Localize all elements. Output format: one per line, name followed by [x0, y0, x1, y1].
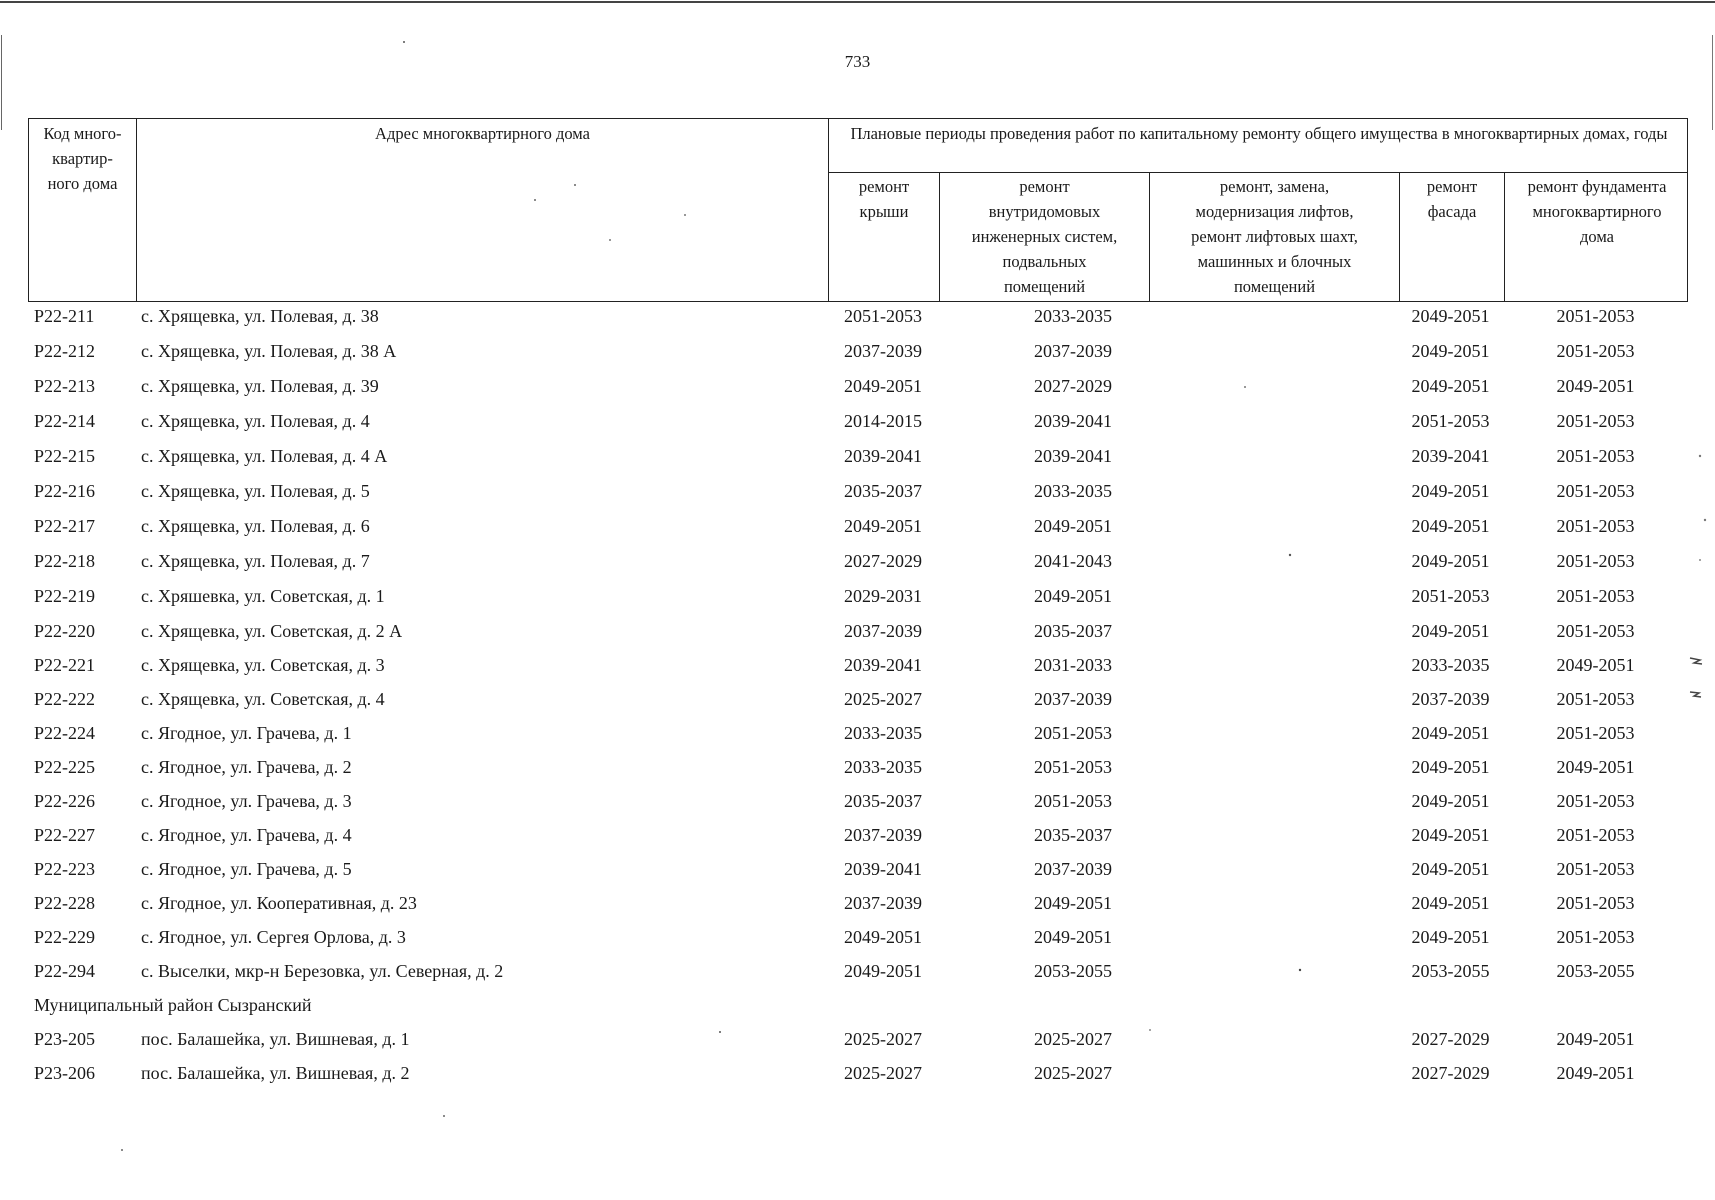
row-facade: 2039-2041 — [1411, 446, 1490, 466]
row-foundation: 2051-2053 — [1556, 446, 1635, 466]
row-code: Р22-212 — [34, 341, 96, 361]
table-row — [28, 685, 1688, 719]
row-code: Р22-217 — [34, 516, 96, 536]
row-engineering: 2039-2041 — [1034, 411, 1112, 431]
row-facade: 2049-2051 — [1411, 621, 1490, 641]
row-foundation: 2049-2051 — [1556, 1029, 1635, 1049]
page-left-rule — [1, 35, 2, 130]
header-lifts: ремонт, замена, модернизация лифтов, ремонт лифтовых шахт, машинных и блочных помещений — [1191, 177, 1358, 296]
row-roof: 2049-2051 — [844, 927, 922, 947]
row-address: пос. Балашейка, ул. Вишневая, д. 2 — [141, 1063, 410, 1083]
row-address: с. Хрящевка, ул. Полевая, д. 7 — [141, 551, 370, 571]
row-engineering: 2051-2053 — [1034, 723, 1112, 743]
table-row — [28, 651, 1688, 685]
row-engineering: 2051-2053 — [1034, 791, 1112, 811]
row-roof: 2051-2053 — [844, 306, 922, 326]
row-code: Р22-221 — [34, 655, 96, 675]
row-address: с. Выселки, мкр-н Березовка, ул. Северная, д. 2 — [141, 961, 504, 981]
row-code: Р23-206 — [34, 1063, 96, 1083]
row-engineering: 2037-2039 — [1034, 689, 1112, 709]
row-roof: 2049-2051 — [844, 961, 922, 981]
row-facade: 2049-2051 — [1411, 551, 1490, 571]
row-facade: 2051-2053 — [1411, 411, 1490, 431]
row-code: Р22-215 — [34, 446, 96, 466]
row-roof: 2025-2027 — [844, 1029, 922, 1049]
row-facade: 2049-2051 — [1411, 376, 1490, 396]
table-row — [28, 957, 1688, 991]
row-roof: 2049-2051 — [844, 376, 922, 396]
table-row — [28, 923, 1688, 957]
table-row — [28, 889, 1688, 923]
page-top-rule — [0, 1, 1715, 3]
row-roof: 2039-2041 — [844, 655, 922, 675]
row-roof: 2014-2015 — [844, 411, 922, 431]
header-engineering: ремонт внутридомовых инженерных систем, подвальных помещений — [971, 177, 1118, 296]
table-row — [28, 442, 1688, 476]
row-engineering: 2051-2053 — [1034, 757, 1112, 777]
row-foundation: 2051-2053 — [1556, 893, 1635, 913]
table-row — [28, 617, 1688, 651]
row-facade: 2049-2051 — [1411, 757, 1490, 777]
row-engineering: 2049-2051 — [1034, 893, 1112, 913]
row-code: Р22-211 — [34, 306, 95, 326]
row-code: Р22-294 — [34, 961, 96, 981]
row-roof: 2025-2027 — [844, 689, 922, 709]
row-roof: 2033-2035 — [844, 757, 922, 777]
table-row — [28, 821, 1688, 855]
row-foundation: 2051-2053 — [1556, 586, 1635, 606]
row-code: Р22-227 — [34, 825, 96, 845]
row-address: с. Хряшевка, ул. Советская, д. 1 — [141, 586, 385, 606]
header-address: Адрес многоквартирного дома — [375, 124, 590, 143]
row-foundation: 2051-2053 — [1556, 723, 1635, 743]
section-title: Муниципальный район Сызранский — [34, 995, 312, 1015]
table-row — [28, 1025, 1688, 1059]
row-code: Р22-216 — [34, 481, 96, 501]
page-right-rule — [1712, 35, 1713, 130]
row-foundation: 2051-2053 — [1556, 341, 1635, 361]
row-facade: 2049-2051 — [1411, 723, 1490, 743]
row-facade: 2049-2051 — [1411, 516, 1490, 536]
row-facade: 2033-2035 — [1411, 655, 1490, 675]
row-roof: 2027-2029 — [844, 551, 922, 571]
row-facade: 2049-2051 — [1411, 306, 1490, 326]
row-facade: 2049-2051 — [1411, 341, 1490, 361]
row-address: с. Хрящевка, ул. Полевая, д. 4 — [141, 411, 370, 431]
row-address: с. Хрящевка, ул. Полевая, д. 39 — [141, 376, 379, 396]
header-periods: Плановые периоды проведения работ по капитальному ремонту общего имущества в многоквартирных домах, годы — [850, 124, 1668, 143]
row-engineering: 2031-2033 — [1034, 655, 1112, 675]
row-code: Р22-226 — [34, 791, 96, 811]
table-row — [28, 582, 1688, 616]
row-address: с. Хрящевка, ул. Советская, д. 4 — [141, 689, 385, 709]
row-facade: 2049-2051 — [1411, 927, 1490, 947]
row-address: с. Ягодное, ул. Грачева, д. 2 — [141, 757, 352, 777]
row-address: с. Хрящевка, ул. Полевая, д. 5 — [141, 481, 370, 501]
row-engineering: 2025-2027 — [1034, 1029, 1112, 1049]
row-foundation: 2049-2051 — [1556, 1063, 1635, 1083]
page-number: 733 — [844, 52, 871, 71]
row-roof: 2037-2039 — [844, 825, 922, 845]
row-engineering: 2025-2027 — [1034, 1063, 1112, 1083]
row-facade: 2027-2029 — [1411, 1029, 1490, 1049]
row-engineering: 2037-2039 — [1034, 859, 1112, 879]
row-foundation: 2049-2051 — [1556, 376, 1635, 396]
row-code: Р22-220 — [34, 621, 96, 641]
row-address: с. Ягодное, ул. Грачева, д. 4 — [141, 825, 352, 845]
row-foundation: 2051-2053 — [1556, 551, 1635, 571]
row-roof: 2025-2027 — [844, 1063, 922, 1083]
row-foundation: 2051-2053 — [1556, 411, 1635, 431]
row-facade: 2027-2029 — [1411, 1063, 1490, 1083]
header-divider — [136, 119, 137, 301]
row-code: Р22-225 — [34, 757, 96, 777]
row-roof: 2037-2039 — [844, 621, 922, 641]
row-roof: 2037-2039 — [844, 893, 922, 913]
row-facade: 2051-2053 — [1411, 586, 1490, 606]
row-engineering: 2049-2051 — [1034, 927, 1112, 947]
header-divider — [828, 172, 1687, 173]
row-foundation: 2051-2053 — [1556, 825, 1635, 845]
row-address: с. Ягодное, ул. Грачева, д. 3 — [141, 791, 352, 811]
table-row — [28, 1059, 1688, 1093]
row-address: с. Хрящевка, ул. Полевая, д. 38 — [141, 306, 379, 326]
row-foundation: 2049-2051 — [1556, 757, 1635, 777]
row-address: с. Ягодное, ул. Грачева, д. 1 — [141, 723, 352, 743]
row-engineering: 2035-2037 — [1034, 621, 1112, 641]
row-facade: 2049-2051 — [1411, 481, 1490, 501]
table-row — [28, 407, 1688, 441]
row-code: Р22-224 — [34, 723, 96, 743]
header-code: Код много- квартир- ного дома — [43, 124, 122, 193]
row-facade: 2049-2051 — [1411, 893, 1490, 913]
row-code: Р22-223 — [34, 859, 96, 879]
row-address: пос. Балашейка, ул. Вишневая, д. 1 — [141, 1029, 410, 1049]
row-roof: 2037-2039 — [844, 341, 922, 361]
row-facade: 2053-2055 — [1411, 961, 1490, 981]
row-code: Р22-222 — [34, 689, 96, 709]
row-roof: 2033-2035 — [844, 723, 922, 743]
row-foundation: 2051-2053 — [1556, 689, 1635, 709]
row-roof: 2039-2041 — [844, 446, 922, 466]
row-engineering: 2041-2043 — [1034, 551, 1112, 571]
row-foundation: 2051-2053 — [1556, 516, 1635, 536]
row-code: Р22-213 — [34, 376, 96, 396]
row-code: Р22-228 — [34, 893, 96, 913]
row-roof: 2035-2037 — [844, 791, 922, 811]
row-code: Р22-219 — [34, 586, 96, 606]
row-facade: 2049-2051 — [1411, 791, 1490, 811]
row-facade: 2049-2051 — [1411, 825, 1490, 845]
row-engineering: 2049-2051 — [1034, 586, 1112, 606]
row-address: с. Хрящевка, ул. Полевая, д. 6 — [141, 516, 370, 536]
row-facade: 2037-2039 — [1411, 689, 1490, 709]
row-facade: 2049-2051 — [1411, 859, 1490, 879]
table-header — [28, 118, 1688, 302]
row-roof: 2035-2037 — [844, 481, 922, 501]
row-code: Р23-205 — [34, 1029, 96, 1049]
row-code: Р22-229 — [34, 927, 96, 947]
row-address: с. Ягодное, ул. Кооперативная, д. 23 — [141, 893, 417, 913]
row-engineering: 2033-2035 — [1034, 481, 1112, 501]
table-row — [28, 719, 1688, 753]
row-address: с. Хрящевка, ул. Полевая, д. 38 А — [141, 341, 397, 361]
header-roof: ремонт крыши — [858, 177, 910, 221]
row-foundation: 2051-2053 — [1556, 859, 1635, 879]
row-address: с. Ягодное, ул. Сергея Орлова, д. 3 — [141, 927, 406, 947]
row-engineering: 2049-2051 — [1034, 516, 1112, 536]
row-engineering: 2033-2035 — [1034, 306, 1112, 326]
row-roof: 2039-2041 — [844, 859, 922, 879]
row-engineering: 2039-2041 — [1034, 446, 1112, 466]
row-foundation: 2051-2053 — [1556, 927, 1635, 947]
table-row — [28, 302, 1688, 336]
table-row — [28, 787, 1688, 821]
table-row — [28, 512, 1688, 546]
row-address: с. Хрящевка, ул. Советская, д. 2 А — [141, 621, 403, 641]
row-foundation: 2051-2053 — [1556, 481, 1635, 501]
row-code: Р22-214 — [34, 411, 96, 431]
table-row — [28, 337, 1688, 371]
header-facade: ремонт фасада — [1426, 177, 1478, 221]
row-address: с. Хрящевка, ул. Советская, д. 3 — [141, 655, 385, 675]
header-foundation: ремонт фундамента многоквартирного дома — [1527, 177, 1667, 246]
row-foundation: 2049-2051 — [1556, 655, 1635, 675]
row-roof: 2029-2031 — [844, 586, 922, 606]
row-foundation: 2051-2053 — [1556, 621, 1635, 641]
row-address: с. Хрящевка, ул. Полевая, д. 4 А — [141, 446, 388, 466]
row-engineering: 2035-2037 — [1034, 825, 1112, 845]
table-row — [28, 753, 1688, 787]
row-foundation: 2051-2053 — [1556, 791, 1635, 811]
table-row — [28, 547, 1688, 581]
table-row — [28, 855, 1688, 889]
row-engineering: 2037-2039 — [1034, 341, 1112, 361]
table-row — [28, 372, 1688, 406]
row-address: с. Ягодное, ул. Грачева, д. 5 — [141, 859, 352, 879]
row-code: Р22-218 — [34, 551, 96, 571]
row-foundation: 2053-2055 — [1556, 961, 1635, 981]
row-foundation: 2051-2053 — [1556, 306, 1635, 326]
table-row — [28, 477, 1688, 511]
row-engineering: 2027-2029 — [1034, 376, 1112, 396]
row-roof: 2049-2051 — [844, 516, 922, 536]
row-engineering: 2053-2055 — [1034, 961, 1112, 981]
section-row — [28, 991, 1688, 1025]
